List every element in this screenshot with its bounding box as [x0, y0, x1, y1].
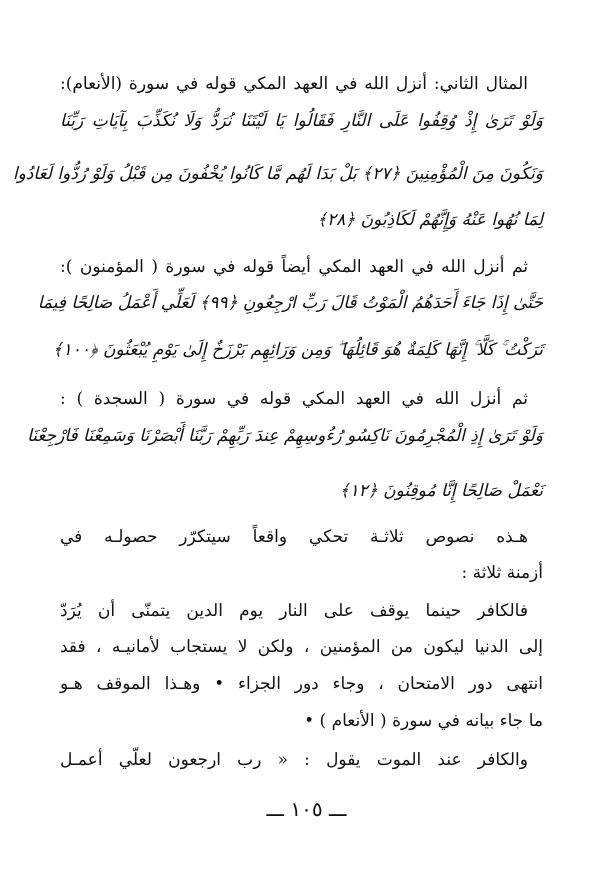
- verse-line-10: نَعْمَلْ صَالِحًا إِنَّا مُوقِنُونَ ﴿١٢﴾: [339, 481, 543, 501]
- text-line-16: ما جاء بيانه في سورة ( الأنعام ) •: [304, 711, 543, 731]
- text-line-17: والكافر عند الموت يقول : « رب ارجعون لعلّي أعمـل: [60, 750, 528, 770]
- text-line-8: ثم أنزل الله في العهد المكي قوله في سورة ( السجدة ) :: [60, 389, 528, 409]
- text-line-14: إلى الدنيا ليكون من المؤمنين ، ولكن لا يستجاب لأمانيـه ، فقد: [60, 637, 543, 657]
- text-line-5: ثم أنزل الله في العهد المكي أيضاً قوله في سورة ( المؤمنون ):: [60, 257, 528, 277]
- verse-line-3: وَنَكُونَ مِنَ الْمُؤْمِنِينَ ﴿٢٧﴾ بَلْ بَدَا لَهُم مَّا كَانُوا يُخْفُونَ مِن قَبْلُ وَلَوْ رُدُّوا لَعَادُوا: [12, 164, 543, 184]
- verse-line-2: وَلَوْ تَرَىٰ إِذْ وُقِفُوا عَلَى النَّارِ فَقَالُوا يَا لَيْتَنَا نُرَدُّ وَلَا نُكَذِّبَ بِآيَاتِ رَبِّنَا: [60, 111, 543, 131]
- verse-line-4: لِمَا نُهُوا عَنْهُ وَإِنَّهُمْ لَكَاذِبُونَ ﴿٢٨﴾: [317, 210, 543, 230]
- text-line-11: هـذه نصوص ثلاثـة تحكي واقعاً سيتكرّر حصولـه في: [60, 527, 528, 547]
- verse-line-7: تَرَكْتُ ۚ كَلَّا ۚ إِنَّهَا كَلِمَةٌ هُوَ قَائِلُهَا ۖ وَمِن وَرَائِهِم بَرْزَخٌ إِلَىٰ يَوْمِ يُبْعَثُونَ ﴿١٠٠﴾: [52, 340, 543, 360]
- text-line-1: المثال الثاني: أنزل الله في العهد المكي قوله في سورة (الأنعام):: [60, 74, 528, 94]
- verse-line-9: وَلَوْ تَرَىٰ إِذِ الْمُجْرِمُونَ نَاكِسُو رُءُوسِهِمْ عِندَ رَبِّهِمْ رَبَّنَا أَبْصَرْنَا وَسَمِعْنَا فَارْجِعْنَا: [27, 426, 543, 446]
- text-line-13: فالكافر حينما يوقف على النار يوم الدين يتمنّى أن يُرَدّ: [60, 601, 528, 621]
- text-line-15: انتهى دور الامتحان ، وجاء دور الجزاء • وهـذا الموقف هـو: [60, 674, 543, 694]
- verse-line-6: حَتَّىٰ إِذَا جَاءَ أَحَدَهُمُ الْمَوْتُ قَالَ رَبِّ ارْجِعُونِ ﴿٩٩﴾ لَعَلِّي أَعْمَلُ صَالِحًا فِيمَا: [37, 293, 543, 313]
- page-number: ـــ ١٠٥ ـــ: [266, 797, 347, 821]
- text-line-12: أزمنة ثلاثة :: [461, 563, 543, 583]
